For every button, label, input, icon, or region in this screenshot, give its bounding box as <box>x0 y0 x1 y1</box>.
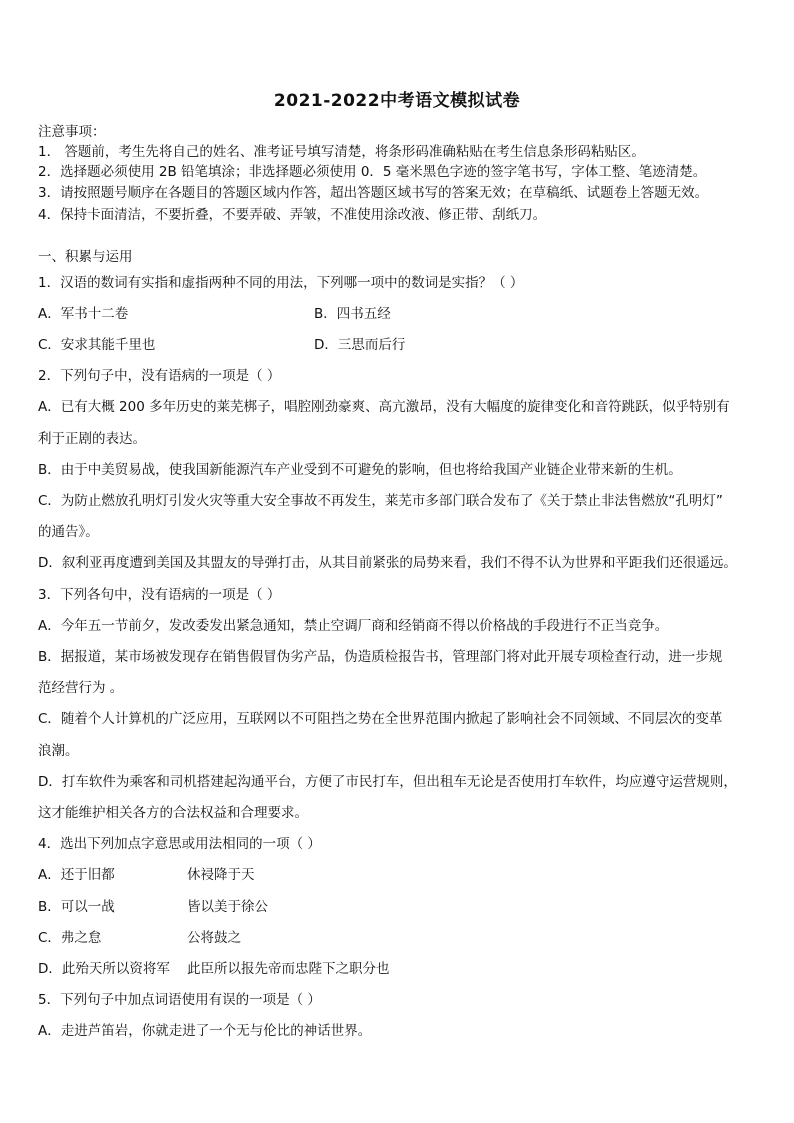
q1-option-d: D．三思而后行 <box>314 337 406 353</box>
q2-option-c-line2: 的通告》。 <box>38 524 99 540</box>
q3-stem: 3．下列各句中，没有语病的一项是（ ） <box>38 587 281 603</box>
notice-item-1: 1． 答题前，考生先将自己的姓名、准考证号填写清楚，将条形码准确粘贴在考生信息条形码粘贴区。 <box>38 144 645 160</box>
q4-option-a-compare: 休祲降于天 <box>187 867 255 883</box>
q1-stem: 1．汉语的数词有实指和虚指两种不同的用法，下列哪一项中的数词是实指？（ ） <box>38 275 524 291</box>
q5-stem: 5．下列句子中加点词语使用有误的一项是（ ） <box>38 992 321 1008</box>
q1-option-b: B．四书五经 <box>314 306 391 322</box>
q5-option-a: A．走进芦笛岩，你就走进了一个无与伦比的神话世界。 <box>38 1023 372 1039</box>
q4-option-d: D．此殆天所以资将军 <box>38 961 170 977</box>
q3-option-c-line1: C．随着个人计算机的广泛应用，互联网以不可阻挡之势在全世界范围内掀起了影响社会不同领域、不同层次的变革 <box>38 711 723 727</box>
q4-option-c: C．弗之怠 <box>38 930 102 946</box>
q2-option-b: B．由于中美贸易战，使我国新能源汽车产业受到不可避免的影响，但也将给我国产业链企业带来新的生机。 <box>38 462 682 478</box>
q1-option-a: A．军书十二卷 <box>38 306 129 322</box>
page-title: 2021-2022中考语文模拟试卷 <box>273 91 521 111</box>
q4-option-a: A．还于旧都 <box>38 867 115 883</box>
notice-item-4: 4．保持卡面清洁，不要折叠，不要弄破、弄皱，不准使用涂改液、修正带、刮纸刀。 <box>38 207 547 223</box>
q4-stem: 4．选出下列加点字意思或用法相同的一项（ ） <box>38 836 321 852</box>
q1-option-c: C．安求其能千里也 <box>38 337 156 353</box>
q2-option-d: D．叙利亚再度遭到美国及其盟友的导弹打击，从其目前紧张的局势来看，我们不得不认为世界和平距我们还很遥远。 <box>38 555 737 571</box>
notice-item-2: 2．选择题必须使用 2B 铅笔填涂；非选择题必须使用 0．5 毫米黑色字迹的签字笔书写，字体工整、笔迹清楚。 <box>38 164 707 180</box>
notice-heading: 注意事项： <box>38 124 106 140</box>
q2-option-a-line2: 利于正剧的表达。 <box>38 431 146 447</box>
q3-option-c-line2: 浪潮。 <box>38 743 79 759</box>
q4-option-b: B．可以一战 <box>38 899 115 915</box>
notice-item-3: 3．请按照题号顺序在各题目的答题区域内作答，超出答题区域书写的答案无效；在草稿纸、试题卷上答题无效。 <box>38 185 709 201</box>
q4-option-c-compare: 公将鼓之 <box>187 930 241 946</box>
section-heading: 一、积累与运用 <box>38 249 133 265</box>
q3-option-d-line1: D．打车软件为乘客和司机搭建起沟通平台，方便了市民打车，但出租车无论是否使用打车软件，均应遵守运营规则， <box>38 774 737 790</box>
q4-option-b-compare: 皆以美于徐公 <box>187 899 268 915</box>
q3-option-a: A．今年五一节前夕，发改委发出紧急通知，禁止空调厂商和经销商不得以价格战的手段进行不正当竞争。 <box>38 618 669 634</box>
q4-option-d-compare: 此臣所以报先帝而忠陛下之职分也 <box>187 961 390 977</box>
q2-option-c-line1: C．为防止燃放孔明灯引发火灾等重大安全事故不再发生，莱芜市多部门联合发布了《关于禁止非法售燃放“孔明灯” <box>38 493 723 509</box>
q2-option-a-line1: A．已有大概 200 多年历史的莱芜梆子，唱腔刚劲豪爽、高亢激昂，没有大幅度的旋律变化和音符跳跃，似乎特别有 <box>38 399 730 415</box>
q3-option-b-line2: 范经营行为 。 <box>38 680 124 696</box>
q3-option-b-line1: B．据报道，某市场被发现存在销售假冒伪劣产品，伪造质检报告书，管理部门将对此开展专项检查行动，进一步规 <box>38 649 723 665</box>
q2-stem: 2．下列句子中，没有语病的一项是（ ） <box>38 368 281 384</box>
q3-option-d-line2: 这才能维护相关各方的合法权益和合理要求。 <box>38 805 308 821</box>
